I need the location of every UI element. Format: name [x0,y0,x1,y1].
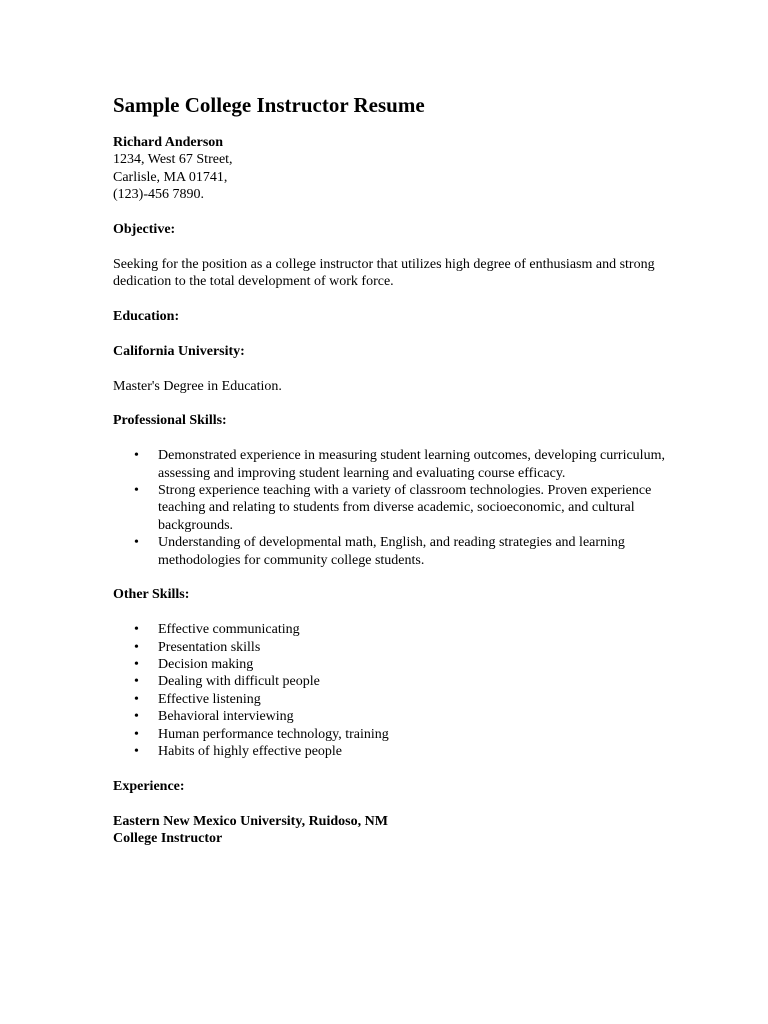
list-item [113,708,673,725]
bullet-icon: • [134,622,139,638]
education-heading: Education: [113,309,180,325]
professional-skills-heading: Professional Skills: [113,413,227,429]
education-degree: Master's Degree in Education. [113,378,282,394]
list-item [113,447,673,482]
spacer [113,291,673,308]
spacer [113,604,673,621]
experience-role: College Instructor [113,831,223,847]
bullet-icon: • [134,535,139,551]
list-item-text: Understanding of developmental math, English, and reading strategies and learning methodologies for community college students. [158,535,625,568]
spacer [113,360,673,377]
spacer [113,395,673,412]
list-item [113,534,673,569]
spacer [113,238,673,255]
contact-name: Richard Anderson [113,135,224,150]
spacer [113,430,673,447]
list-item [113,691,673,708]
professional-skills-list [113,447,673,569]
list-item-text: Strong experience teaching with a variety of classroom technologies. Proven experience teaching and relating to students from diverse academic, socioeconomic, and cultural backgrounds. [158,483,652,533]
bullet-icon: • [134,744,139,760]
bullet-icon: • [134,448,139,464]
spacer [113,204,673,221]
list-item [113,621,673,638]
spacer [113,795,673,812]
list-item [113,726,673,743]
list-item-text: Dealing with difficult people [158,674,320,690]
list-item-text: Decision making [158,657,254,673]
list-item [113,656,673,673]
bullet-icon: • [134,483,139,499]
objective-text: Seeking for the position as a college instructor that utilizes high degree of enthusiasm and strong dedication to the total development of work force. [113,256,655,290]
document-title: Sample College Instructor Resume [113,93,425,117]
contact-address-line-1: 1234, West 67 Street, [113,152,233,168]
resume-page [113,92,673,847]
spacer [113,569,673,586]
contact-phone: (123)-456 7890. [113,187,204,203]
list-item [113,743,673,760]
education-school: California University: [113,343,245,359]
bullet-icon: • [134,709,139,725]
objective-heading: Objective: [113,222,176,238]
bullet-icon: • [134,726,139,742]
bullet-icon: • [134,674,139,690]
bullet-icon: • [134,657,139,673]
list-item-text: Effective communicating [158,622,300,638]
list-item-text: Effective listening [158,691,261,707]
spacer [113,760,673,777]
contact-block [113,134,673,204]
list-item-text: Behavioral interviewing [158,709,294,725]
list-item [113,482,673,534]
list-item [113,673,673,690]
list-item-text: Presentation skills [158,639,261,655]
contact-address-line-2: Carlisle, MA 01741, [113,169,228,185]
other-skills-list [113,621,673,760]
list-item-text: Habits of highly effective people [158,744,343,760]
bullet-icon: • [134,639,139,655]
other-skills-heading: Other Skills: [113,587,190,603]
bullet-icon: • [134,691,139,707]
experience-employer: Eastern New Mexico University, Ruidoso, NM [113,813,388,829]
experience-heading: Experience: [113,778,185,794]
list-item-text: Demonstrated experience in measuring student learning outcomes, developing curriculum, assessing and improving student learning and evaluating course efficacy. [158,448,665,481]
list-item-text: Human performance technology, training [158,726,389,742]
spacer [113,325,673,342]
list-item [113,639,673,656]
